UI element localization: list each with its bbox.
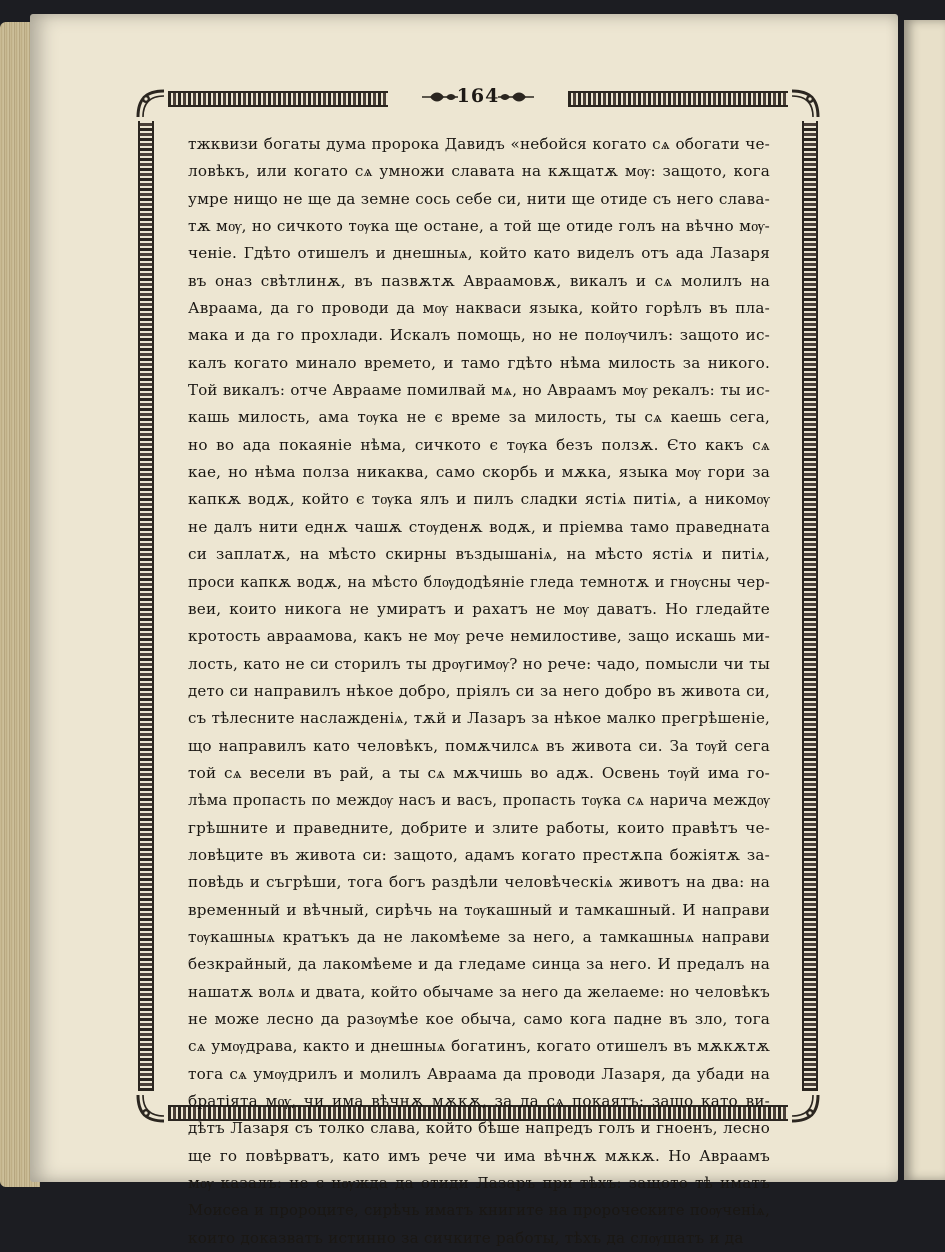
frame-border-left xyxy=(138,91,154,1121)
text-line: проси капкѫ водѫ, на мѣсто блѹдодѣяніе гледа темнотѫ и гнѹсны чер- xyxy=(188,573,770,591)
text-line: тѹкашныѧ кратъкъ да не лакомѣеме за него, а тамкашныѧ направи xyxy=(188,927,770,946)
text-line: си заплатѫ, на мѣсто скирны въздышаніѧ, на мѣсто ястіѧ и питіѧ, xyxy=(188,545,770,564)
text-line: временный и вѣчный, сирѣчь на тѹкашный и тамкашный. И направи xyxy=(188,900,770,919)
text-line: не далъ нити еднѫ чашѫ стѹденѫ водѫ, и пріемва тамо праведната xyxy=(188,517,770,536)
text-line: калъ когато минало времето, и тамо гдѣто нѣма милость за никого. xyxy=(188,353,770,372)
text-line: безкрайный, да лакомѣеме и да гледаме синца за него. И предалъ на xyxy=(188,955,770,974)
text-line: що направилъ като человѣкъ, помѫчилсѧ въ живота си. За тѹй сега xyxy=(188,736,770,755)
text-line: Той викалъ: отче Аврааме помилвай мѧ, но Авраамъ мѹ рекалъ: ты ис- xyxy=(188,381,770,400)
text-line: умре нищо не ще да земне сось себе си, нити ще отиде съ него славa- xyxy=(188,189,770,208)
text-line: ченіе. Гдѣто отишелъ и днешныѧ, който като виделъ отъ ада Лазаря xyxy=(188,244,770,263)
text-line: въ оназ свѣтлинѫ, въ пазвѫтѫ Авраамовѫ, викалъ и сѧ молилъ на xyxy=(188,271,770,290)
text-line: веи, които никога не умиратъ и рахатъ не мѹ даватъ. Но гледайте xyxy=(188,599,770,618)
text-line: ще го повѣрватъ, като имъ рече чи има вѣчнѫ мѫкѫ. Но Авраамъ xyxy=(188,1146,770,1165)
text-line: повѣдь и съгрѣши, тога богъ раздѣли человѣческіѧ животъ на два: на xyxy=(188,873,770,892)
page-header xyxy=(388,83,568,109)
text-line: сѧ умѹдрава, както и днешныѧ богатинъ, когато отишелъ въ мѫкѫтѫ xyxy=(188,1037,770,1056)
text-line: дето си направилъ нѣкое добро, пріялъ си за него добро въ живота си, xyxy=(188,681,770,700)
adjacent-page xyxy=(904,20,945,1180)
text-line: лѣма пропасть по междѹ насъ и васъ, пропасть тѹка сѧ нарича междѹ xyxy=(188,792,770,810)
text-line: ловѣците въ живота си: защото, адамъ когато престѫпа божіятѫ за- xyxy=(188,845,770,864)
text-line: грѣшните и праведните, добрите и злите работы, които правѣтъ че- xyxy=(188,818,770,837)
leaf-ornament-icon xyxy=(422,91,458,103)
page-text xyxy=(188,131,770,1252)
text-line: тога сѧ умѹдрилъ и молилъ Авраама да проводи Лазаря, да убади на xyxy=(188,1064,770,1083)
text-line: кашь милость, ама тѹка не є време за милость, ты сѧ каешь сега, xyxy=(188,408,770,427)
text-line: Авраама, да го проводи да мѹ накваси языка, който горѣлъ въ пла- xyxy=(188,299,770,318)
text-line: които доказватъ истинно за сичките работы, тѣхъ да слѹшатъ и да xyxy=(188,1228,744,1247)
text-line: капкѫ водѫ, който є тѹка ялъ и пилъ сладки ястіѧ питіѧ, а никомѹ xyxy=(188,490,770,509)
text-line: тжквизи богаты дума пророка Давидъ «небойся когато сѧ обогати че- xyxy=(188,135,770,153)
text-line: но во ада покаяніе нѣма, сичкото є тѹка безъ ползѫ. Єто какъ сѧ xyxy=(188,435,770,454)
text-line: той сѧ весели въ рай, а ты сѧ мѫчишь во адѫ. Освень тѹй има го- xyxy=(188,763,770,782)
corner-ornament-icon xyxy=(788,1091,822,1125)
text-line: кротость авраамова, какъ не мѹ рече немилостиве, защо искашь ми- xyxy=(188,627,770,646)
text-line: мѹ казалъ: не є нѹжда да отиди Лазаръ при тѣхъ: защото тѣ иматъ xyxy=(188,1174,770,1193)
text-line: дѣтъ Лазаря съ толко слава, който бѣше напредъ голъ и гноенъ, лесно xyxy=(188,1119,770,1138)
text-line: кае, но нѣма полза никаква, само скорбь и мѫка, языка мѹ гори за xyxy=(188,463,770,482)
frame-border-right xyxy=(802,91,818,1121)
text-line: съ тѣлесните наслажденіѧ, тѫй и Лазаръ за нѣкое малко прегрѣшеніе, xyxy=(188,709,770,728)
text-line: не може лесно да разѹмѣе кое обыча, само кога падне въ зло, тога xyxy=(188,1010,770,1028)
corner-ornament-icon xyxy=(788,87,822,121)
corner-ornament-icon xyxy=(134,87,168,121)
text-line: братіята мѹ, чи има вѣчнѫ мѫкѫ, за да сѧ покаятъ: защо като ви- xyxy=(188,1092,770,1111)
leaf-ornament-icon xyxy=(498,91,534,103)
text-line: Моисеа и пророците, сирѣчь иматъ книгите на пророческите поѹченіѧ, xyxy=(188,1202,770,1220)
text-line: лость, като не си сторилъ ты дрѹгимѹ? но рече: чадо, помысли чи ты xyxy=(188,654,770,673)
page-number: 164 xyxy=(456,85,500,107)
text-line: мака и да го прохлади. Искалъ помощь, но не полѹчилъ: защото ис- xyxy=(188,326,770,345)
corner-ornament-icon xyxy=(134,1091,168,1125)
text-line: тѫ мѹ, но сичкото тѹка ще остане, а той ще отиде голъ на вѣчно мѹ- xyxy=(188,217,770,236)
text-line: ловѣкъ, или когато сѧ умножи славата на кѫщатѫ мѹ: защото, кога xyxy=(188,162,770,181)
text-line: нашатѫ волѧ и двата, който обычаме за него да желаеме: но человѣкъ xyxy=(188,982,770,1001)
